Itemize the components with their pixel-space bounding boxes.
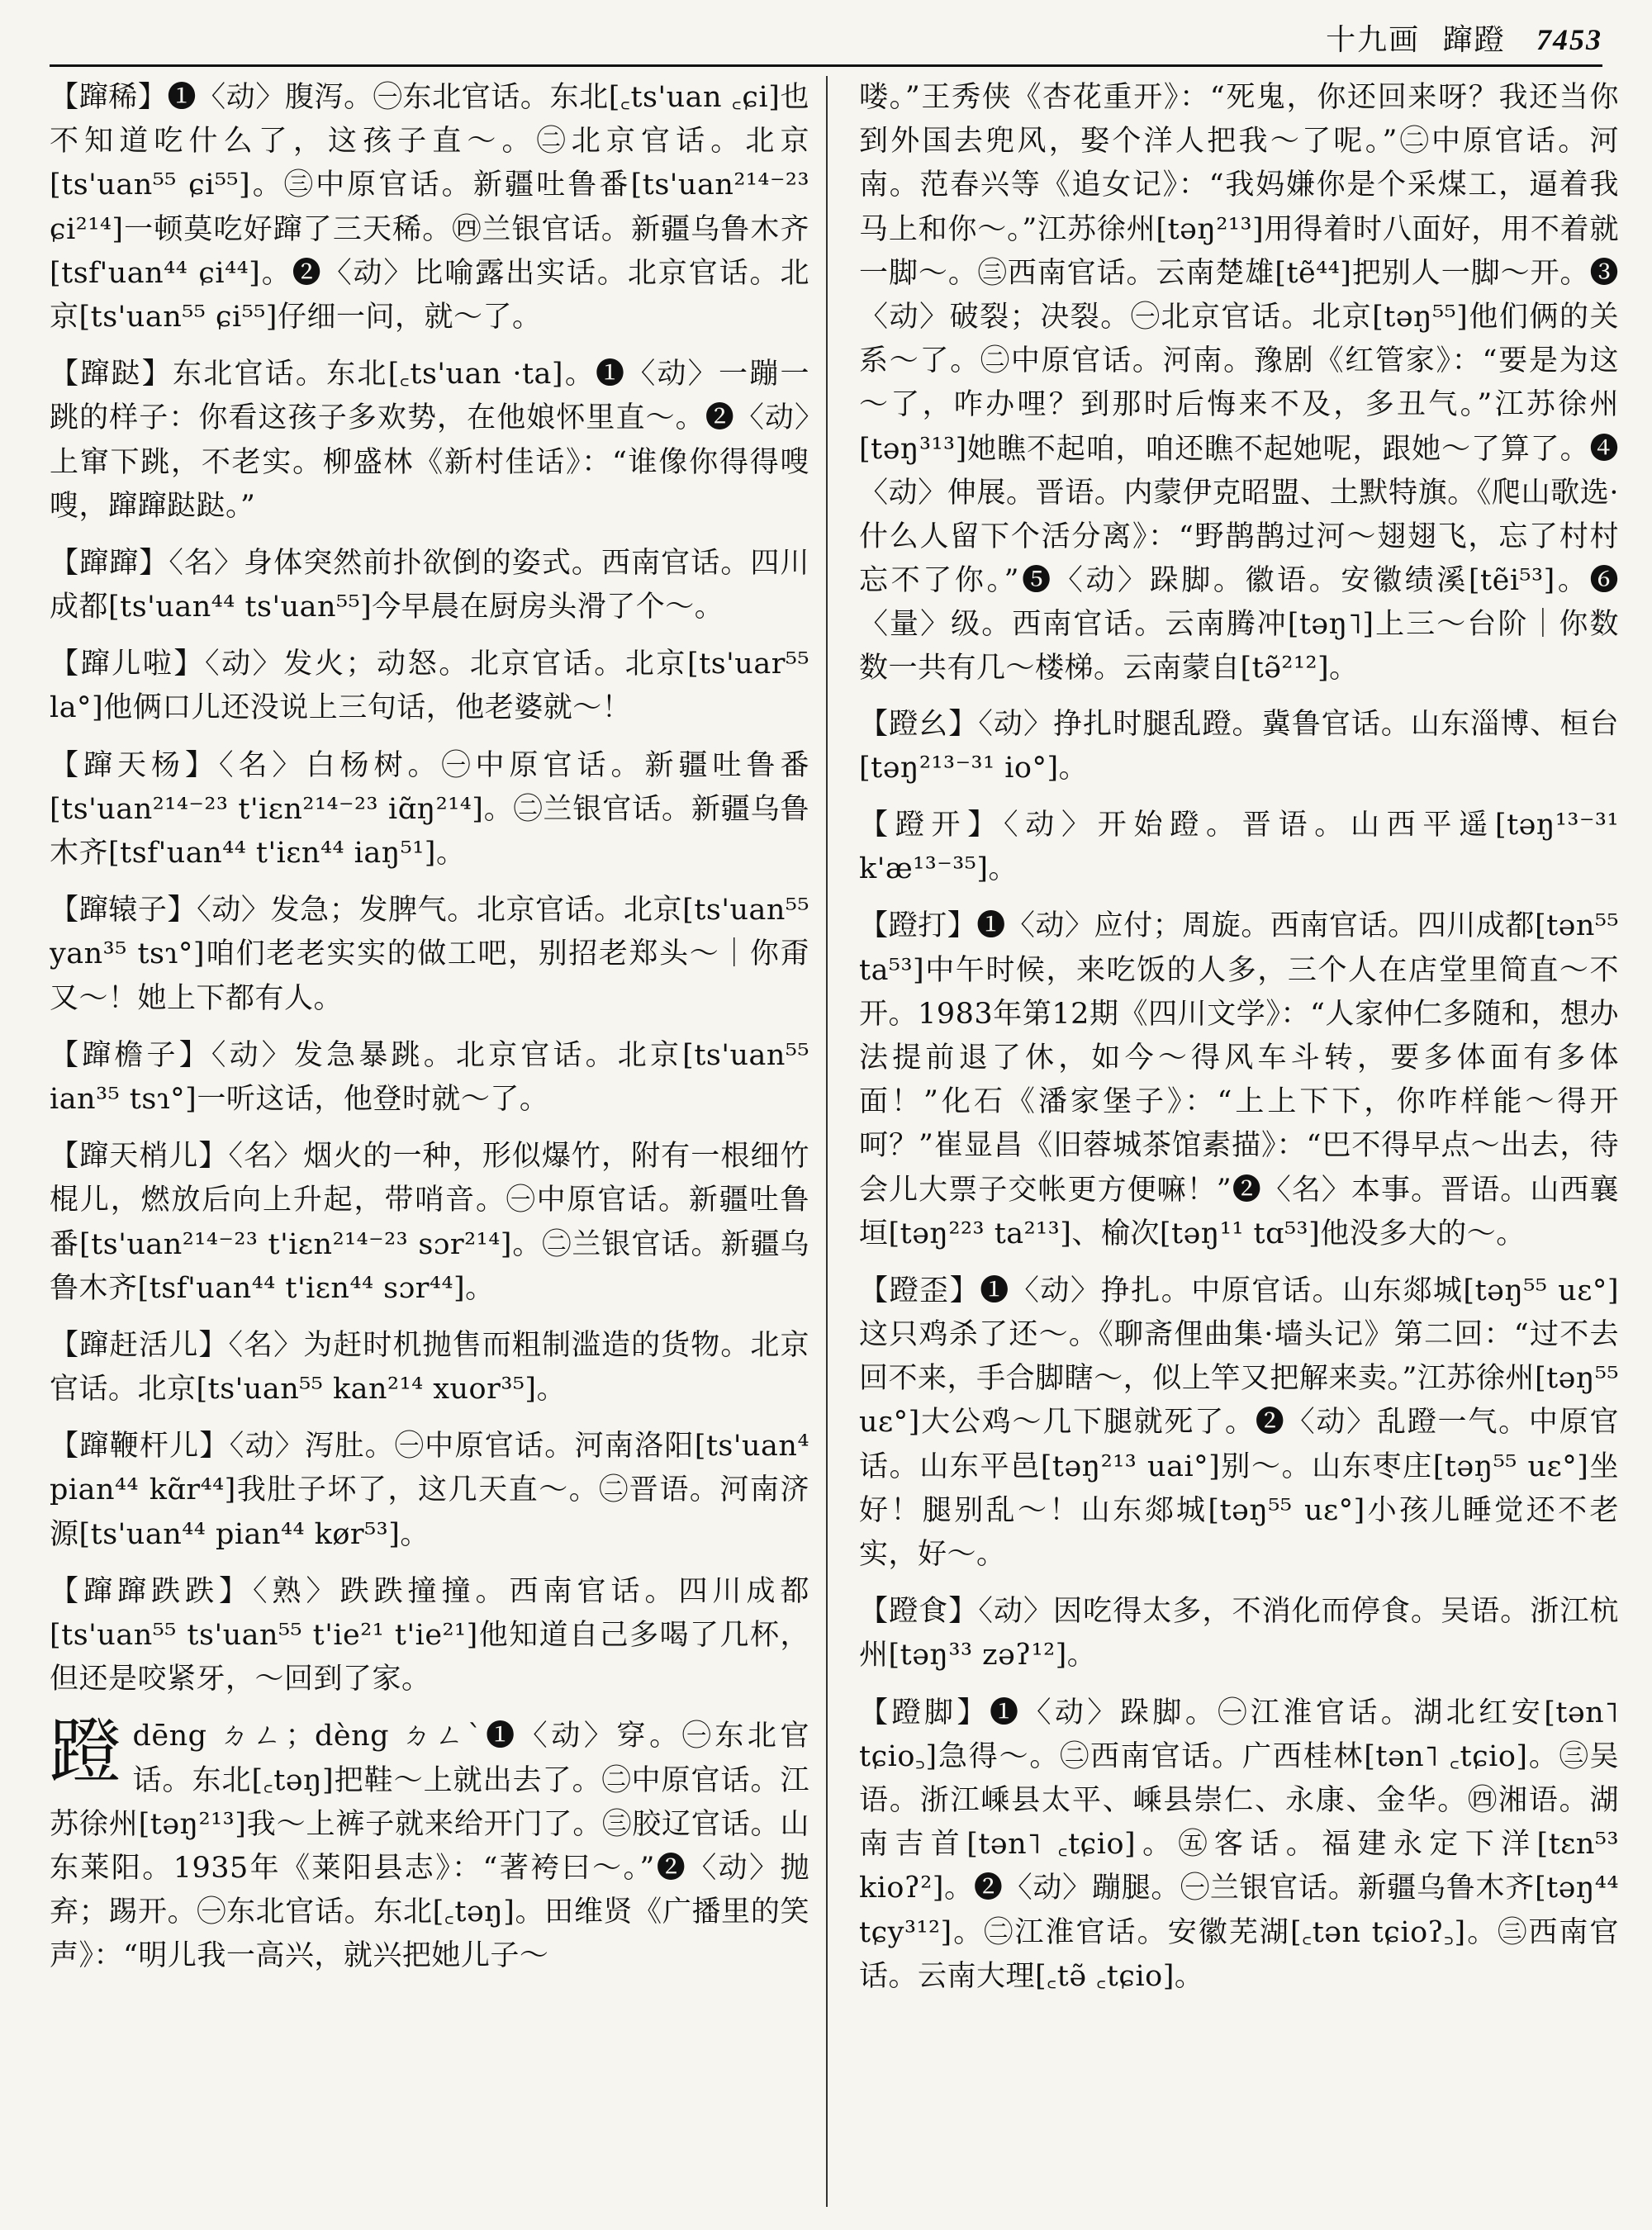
dictionary-entry [859, 703, 1619, 790]
dictionary-entry [859, 1691, 1619, 1999]
entry-text: 【蹬歪】❶〈动〉挣扎。中原官话。山东郯城[təŋ⁵⁵ uɛ°]这只鸡杀了还～。《聊斋俚曲集·墙头记》第二回：“过不去回不来，手合脚瞎～，似上竿又把解来卖。”江苏徐州[təŋ⁵⁵ uɛ°]大公鸡～几下腿就死了。❷〈动〉乱蹬一气。中原官话。山东平邑[təŋ²¹³ uai°]别～。山东枣庄[təŋ⁵⁵ uɛ°]坐好！腿别乱～！山东郯城[təŋ⁵⁵ uɛ°]小孩儿睡觉还不老实，好～。 [859, 1274, 1619, 1571]
header-rule [50, 64, 1602, 67]
dictionary-entry [50, 76, 809, 339]
head-character-entry [50, 1710, 809, 1978]
entry-text: 【蹿稀】❶〈动〉腹泻。㊀东北官话。东北[꜀ts'uan ꜀ɕi]也不知道吃什么了，这孩子直～。㊁北京官话。北京[ts'uan⁵⁵ ɕi⁵⁵]。㊂中原官话。新疆吐鲁番[ts'uan²¹⁴⁻²³ ɕi²¹⁴]一顿莫吃好蹿了三天稀。㊃兰银官话。新疆乌鲁木齐[tsf'uan⁴⁴ ɕi⁴⁴]。❷〈动〉比喻露出实话。北京官话。北京[ts'uan⁵⁵ ɕi⁵⁵]仔细一问，就～了。 [50, 81, 809, 334]
head-character: 蹬 [50, 1710, 121, 1794]
entry-text: 【蹬食】〈动〉因吃得太多，不消化而停食。吴语。浙江杭州[təŋ³³ zəʔ¹²]。 [859, 1595, 1619, 1672]
right-column [859, 76, 1619, 2207]
head-character-definition: dēng ㄉㄥ；dèng ㄉㄥˋ❶〈动〉穿。㊀东北官话。东北[꜀təŋ]把鞋～上就出去了。㊁中原官话。江苏徐州[təŋ²¹³]我～上裤子就来给开门了。㊂胶辽官话。山东莱阳。1935年《莱阳县志》：“著袴曰～。”❷〈动〉抛弃；踢开。㊀东北官话。东北[꜀təŋ]。田维贤《广播里的笑声》：“明儿我一高兴，就兴把她儿子～ [50, 1720, 809, 1973]
page-header [50, 12, 1602, 61]
entry-text: 喽。”王秀侠《杏花重开》：“死鬼，你还回来呀？我还当你到外国去兜风，娶个洋人把我～了呢。”㊁中原官话。河南。范春兴等《追女记》：“我妈嫌你是个采煤工，逼着我马上和你～。”江苏徐州[təŋ²¹³]用得着时八面好，用不着就一脚～。㊂西南官话。云南楚雄[tẽ⁴⁴]把别人一脚～开。❸〈动〉破裂；决裂。㊀北京官话。北京[təŋ⁵⁵]他们俩的关系～了。㊁中原官话。河南。豫剧《红管家》：“要是为这～了，咋办哩？到那时后悔来不及，多丑气。”江苏徐州[təŋ³¹³]她瞧不起咱，咱还瞧不起她呢，跟她～了算了。❹〈动〉伸展。晋语。内蒙伊克昭盟、土默特旗。《爬山歌选·什么人留下个活分离》：“野鹊鹊过河～翅翅飞，忘了村村忘不了你。”❺〈动〉跺脚。徽语。安徽绩溪[tẽi⁵³]。❻〈量〉级。西南官话。云南腾冲[təŋ˥]上三～台阶｜你数数一共有几～楼梯。云南蒙自[tə̃²¹²]。 [859, 81, 1619, 686]
entry-text: 【蹬幺】〈动〉挣扎时腿乱蹬。冀鲁官话。山东淄博、桓台[təŋ²¹³⁻³¹ io°]。 [859, 707, 1619, 785]
entry-text: 【蹿蹿】〈名〉身体突然前扑欲倒的姿式。西南官话。四川成都[ts'uan⁴⁴ ts'uan⁵⁵]今早晨在厨房头滑了个～。 [50, 546, 809, 624]
entry-text: 【蹬开】〈动〉开始蹬。晋语。山西平遥[təŋ¹³⁻³¹ k'æ¹³⁻³⁵]。 [859, 809, 1619, 886]
entry-text: 【蹬打】❶〈动〉应付；周旋。西南官话。四川成都[tən⁵⁵ ta⁵³]中午时候，来吃饭的人多，三个人在店堂里简直～不开。1983年第12期《四川文学》：“人家仲仁多随和，想办法提前退了休，如今～得风车斗转，要多体面有多体面！”化石《潘家堡子》：“上上下下，你咋样能～得开呵？”崔显昌《旧蓉城茶馆素描》：“巴不得早点～出去，待会儿大票子交帐更方便嘛！”❷〈名〉本事。晋语。山西襄垣[təŋ²²³ ta²¹³]、榆次[təŋ¹¹ tɑ⁵³]他没多大的～。 [859, 909, 1619, 1250]
dictionary-entry [50, 643, 809, 730]
dictionary-entry [859, 1590, 1619, 1677]
entry-text: 【蹿跶】东北官话。东北[꜀ts'uan ·ta]。❶〈动〉一蹦一跳的样子：你看这孩子多欢势，在他娘怀里直～。❷〈动〉上窜下跳，不老实。柳盛林《新村佳话》：“谁像你得得嗖嗖，蹿蹿跶跶。” [50, 358, 809, 523]
entry-text: 【蹿檐子】〈动〉发急暴跳。北京官话。北京[ts'uan⁵⁵ ian³⁵ tsɿ°]一听这话，他登时就～了。 [50, 1038, 809, 1116]
header-guide-chars: 蹿蹬 [1442, 23, 1506, 57]
dictionary-entry [50, 1135, 809, 1311]
entry-text: 【蹿辕子】〈动〉发急；发脾气。北京官话。北京[ts'uan⁵⁵ yan³⁵ tsɿ°]咱们老老实实的做工吧，别招老郑头～｜你甭又～！她上下都有人。 [50, 894, 809, 1015]
page-number: 7453 [1536, 23, 1602, 56]
dictionary-entry [859, 904, 1619, 1256]
entry-text: 【蹿儿啦】〈动〉发火；动怒。北京官话。北京[ts'uar⁵⁵ la°]他俩口儿还没说上三句话，他老婆就～！ [50, 648, 809, 725]
continued-entry [859, 76, 1619, 691]
dictionary-entry [859, 1269, 1619, 1577]
column-divider [826, 76, 828, 2207]
dictionary-entry [50, 1034, 809, 1122]
left-column [50, 76, 809, 2207]
dictionary-entry [859, 804, 1619, 891]
entry-text: 【蹿天杨】〈名〉白杨树。㊀中原官话。新疆吐鲁番[ts'uan²¹⁴⁻²³ t'iɛn²¹⁴⁻²³ iɑ̃ŋ²¹⁴]。㊁兰银官话。新疆乌鲁木齐[tsf'uan⁴⁴ t'iɛn⁴⁴ iaŋ⁵¹]。 [50, 748, 809, 870]
dictionary-entry [50, 889, 809, 1021]
dictionary-entry [50, 744, 809, 876]
header-stroke-section: 十九画 [1326, 23, 1421, 57]
header-text [1326, 17, 1602, 59]
dictionary-entry [50, 1570, 809, 1702]
entry-text: 【蹬脚】❶〈动〉跺脚。㊀江淮官话。湖北红安[tən˥ tɕio꜆]急得～。㊁西南官话。广西桂林[tən˥ ꜀tɕio]。㊂吴语。浙江嵊县太平、嵊县崇仁、永康、金华。㊃湘语。湖南吉首[tən˥ ꜀tɕio]。㊄客话。福建永定下洋[tɛn⁵³ kioʔ²]。❷〈动〉蹦腿。㊀兰银官话。新疆乌鲁木齐[təŋ⁴⁴ tɕy³¹²]。㊁江淮官话。安徽芜湖[꜀tən tɕioʔ꜆]。㊂西南官话。云南大理[꜀tə̃ ꜀tɕio]。 [859, 1696, 1619, 1993]
entry-text: 【蹿蹿跌跌】〈熟〉跌跌撞撞。西南官话。四川成都[ts'uan⁵⁵ ts'uan⁵⁵ t'ie²¹ t'ie²¹]他知道自己多喝了几杯，但还是咬紧牙，～回到了家。 [50, 1574, 809, 1696]
dictionary-entry [50, 353, 809, 529]
dictionary-entry [50, 542, 809, 629]
entry-text: 【蹿天梢儿】〈名〉烟火的一种，形似爆竹，附有一根细竹棍儿，燃放后向上升起，带哨音。㊀中原官话。新疆吐鲁番[ts'uan²¹⁴⁻²³ t'iɛn²¹⁴⁻²³ sɔr²¹⁴]。㊁兰银官话。新疆乌鲁木齐[tsf'uan⁴⁴ t'iɛn⁴⁴ sɔr⁴⁴]。 [50, 1140, 809, 1305]
dictionary-entry [50, 1425, 809, 1557]
entry-text: 【蹿赶活儿】〈名〉为赶时机抛售而粗制滥造的货物。北京官话。北京[ts'uan⁵⁵ kan²¹⁴ xuor³⁵]。 [50, 1328, 809, 1407]
dictionary-entry [50, 1324, 809, 1412]
entry-text: 【蹿鞭杆儿】〈动〉泻肚。㊀中原官话。河南洛阳[ts'uan⁴ pian⁴⁴ kɑ̃r⁴⁴]我肚子坏了，这几天直～。㊁晋语。河南济源[ts'uan⁴⁴ pian⁴⁴ kør⁵³]。 [50, 1430, 809, 1551]
